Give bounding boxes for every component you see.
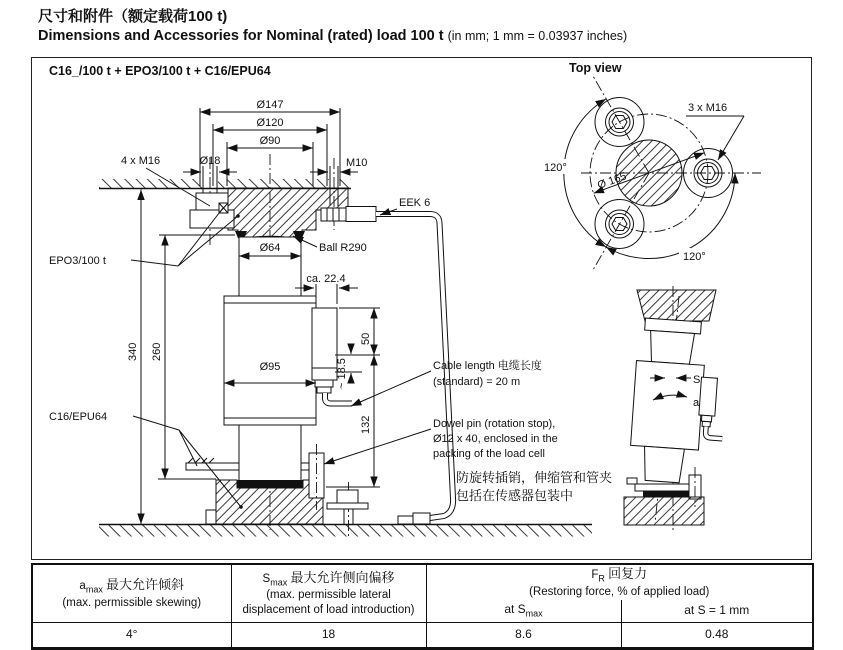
skew-symbol: a — [79, 580, 86, 592]
header-restoring-force — [426, 564, 813, 600]
load-cell-body — [224, 237, 316, 482]
dim-4xm16: 4 x M16 — [121, 155, 161, 167]
dim-50: 50 — [360, 332, 372, 345]
assembly-label: C16_/100 t + EPO3/100 t + C16/EPU64 — [49, 64, 271, 78]
callout-epo3: EPO3/100 t — [49, 255, 106, 267]
at-smax-sub: max — [525, 608, 543, 619]
dim-ca224: ca. 22.4 — [306, 273, 346, 285]
at-s1mm-text: at S = 1 mm — [684, 603, 750, 618]
label-s: S — [693, 374, 701, 386]
cable-note-line2: (standard) = 20 m — [433, 376, 521, 388]
label-a: a — [693, 397, 700, 409]
value-restoring-s1mm: 0.48 — [621, 622, 813, 648]
eek6-connector — [321, 207, 376, 222]
subheader-at-s1mm — [621, 600, 813, 623]
dim-132: 132 — [360, 415, 372, 434]
page-title-unit-note: (in mm; 1 mm = 0.03937 inches) — [447, 29, 628, 43]
dim-d90: Ø90 — [259, 135, 281, 147]
skew-en-label: (max. permissible skewing) — [62, 596, 202, 609]
side-tilted-cell — [628, 318, 730, 486]
lateral-zh-label: 最大允许侧向偏移 — [290, 569, 395, 585]
callout-epu64: C16/EPU64 — [49, 411, 108, 423]
dim-340: 340 — [127, 342, 139, 361]
telescopic-plate-left — [186, 463, 239, 470]
dim-m10: M10 — [346, 157, 368, 169]
dim-120deg-bottom: 120° — [683, 251, 706, 263]
main-section-view — [49, 64, 612, 538]
value-max-skewing: 4° — [32, 622, 231, 648]
page-title-en-bold: Dimensions and Accessories for Nominal (rated) load 100 t — [38, 28, 444, 44]
dim-d120: Ø120 — [256, 117, 284, 129]
technical-drawing — [32, 58, 811, 559]
page-title-zh: 尺寸和附件（额定载荷100 t) — [38, 8, 228, 25]
side-view — [624, 286, 730, 532]
lateral-en-line2: displacement of load introduction) — [242, 603, 415, 616]
dim-18-5: ~ 18.5 — [336, 358, 348, 389]
dim-d95: Ø95 — [259, 361, 281, 373]
restoring-symbol: F — [591, 569, 599, 581]
callout-eek6: EEK 6 — [399, 197, 431, 209]
skew-zh-label: 最大允许倾斜 — [106, 577, 185, 592]
dim-d18: Ø18 — [199, 155, 221, 167]
page-title-en — [38, 28, 627, 44]
dim-260: 260 — [151, 342, 163, 361]
top-view-title: Top view — [569, 61, 622, 75]
dim-120deg-left: 120° — [544, 162, 567, 174]
dim-d165: Ø 165 — [595, 170, 629, 192]
restoring-zh-label: 回复力 — [608, 566, 648, 581]
dowel-note-line2: Ø12 x 40, enclosed in the — [433, 433, 558, 445]
drawing-frame — [31, 57, 812, 560]
value-restoring-smax: 8.6 — [426, 622, 621, 648]
cable-note-line1: Cable length 电缆长度 — [433, 360, 542, 372]
spec-table — [31, 563, 814, 650]
value-max-lateral: 18 — [231, 622, 426, 648]
dim-d147: Ø147 — [256, 99, 284, 111]
restoring-symbol-sub: R — [598, 573, 605, 584]
header-max-skewing — [32, 564, 231, 622]
skew-symbol-sub: max — [85, 584, 103, 595]
dim-3xm16: 3 x M16 — [688, 102, 728, 114]
restoring-en-label: (Restoring force, % of applied load) — [529, 585, 710, 598]
header-max-lateral — [231, 564, 426, 622]
top-view — [540, 61, 761, 270]
at-smax-text: at S — [504, 602, 526, 617]
side-bottom-block — [624, 497, 704, 525]
subheader-at-smax — [426, 600, 621, 623]
lateral-symbol-sub: max — [270, 577, 288, 588]
zh-note-line1: 防旋转插销，伸缩管和管夹 — [456, 470, 613, 485]
zh-note-line2: 包括在传感器包装中 — [456, 488, 574, 503]
lateral-en-line1: (max. permissible lateral — [266, 589, 391, 602]
callout-ball-r290: Ball R290 — [319, 242, 367, 254]
dowel-note-line1: Dowel pin (rotation stop), — [433, 418, 556, 430]
lateral-symbol: S — [262, 572, 271, 585]
dowel-note-line3: packing of the load cell — [433, 448, 545, 460]
dim-d64: Ø64 — [259, 242, 281, 254]
